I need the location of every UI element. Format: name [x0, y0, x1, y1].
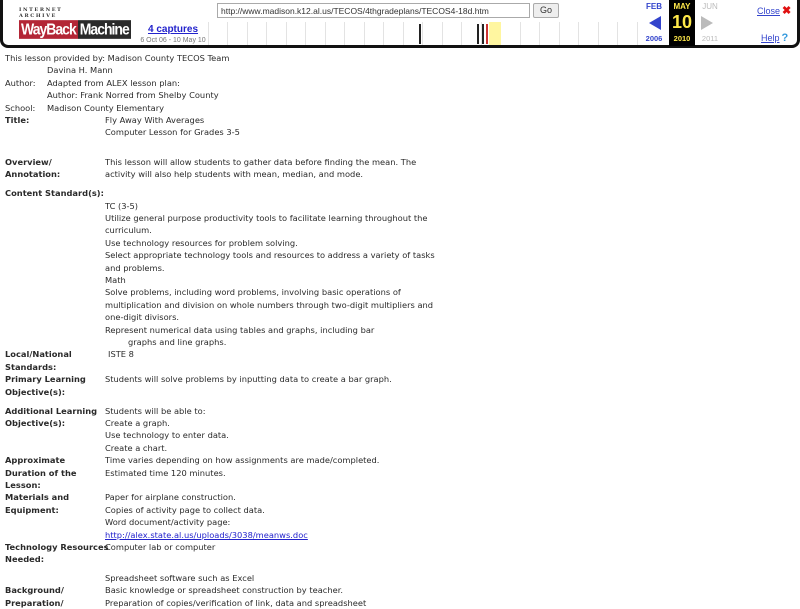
logo-way: WayBack [21, 20, 76, 38]
timeline-tick [266, 22, 267, 45]
wayback-logo[interactable] [19, 7, 129, 38]
additional-objective-line: Use technology to enter data. [105, 430, 229, 441]
captures-range: 6 Oct 06 - 10 May 10 [140, 37, 206, 44]
materials-line: Copies of activity page to collect data. [105, 504, 265, 515]
duration-label-3: Lesson: [5, 479, 41, 490]
next-capture [697, 0, 723, 46]
provided-by: This lesson provided by: Madison County TECOS Team [5, 53, 230, 63]
background-label: Background/ [5, 585, 64, 596]
additional-objective-line: Create a graph. [105, 417, 170, 428]
arrow-left-icon[interactable] [649, 16, 661, 30]
tech-resources-label: Technology Resources [5, 541, 109, 552]
content-line: and problems. [105, 262, 165, 273]
prev-capture[interactable] [641, 0, 667, 46]
prev-year[interactable]: 2006 [645, 34, 663, 43]
timeline-tick [344, 22, 345, 45]
materials-line: Paper for airplane construction. [105, 492, 236, 503]
url-input[interactable]: http://www.madison.k12.al.us/TECOS/4thgradeplans/TECOS4-18d.htm [217, 3, 530, 18]
content-line: curriculum. [105, 225, 152, 236]
capture-mark[interactable] [419, 24, 421, 44]
overview-label-2: Annotation: [5, 169, 61, 180]
current-day: 10 [671, 12, 693, 32]
arrow-right-icon [701, 16, 713, 30]
current-month: MAY [673, 2, 691, 11]
help-icon[interactable]: ? [781, 32, 789, 44]
local-standards-value: ISTE 8 [108, 349, 134, 360]
help-link[interactable]: Help [761, 33, 780, 43]
duration-label-2: Duration of the [5, 467, 77, 478]
duration-line: Estimated time 120 minutes. [105, 467, 226, 478]
content-line: Solve problems, including word problems, involving basic operations of [105, 287, 401, 298]
capture-timeline[interactable] [208, 22, 640, 45]
timeline-tick [286, 22, 287, 45]
school-value: Madison County Elementary [47, 102, 165, 113]
capture-mark[interactable] [482, 24, 484, 44]
timeline-tick [539, 22, 540, 45]
tech-resources-line: Computer lab or computer [105, 541, 216, 552]
timeline-selected-year [489, 22, 501, 45]
duration-label: Approximate [5, 455, 66, 466]
title-value: Fly Away With Averages [105, 115, 205, 125]
timeline-tick [383, 22, 384, 45]
primary-objective-label-2: Objective(s): [5, 386, 66, 397]
current-year: 2010 [673, 34, 691, 43]
content-line: TC (3-5) [105, 200, 139, 211]
title-value-2: Computer Lesson for Grades 3-5 [105, 127, 240, 138]
tech-resources-line: Spreadsheet software such as Excel [105, 573, 255, 583]
local-standards-label-2: Standards: [5, 361, 57, 372]
close-control[interactable] [757, 4, 791, 17]
content-line: multiplication and division on whole numbers through two-digit multipliers and [105, 299, 434, 310]
logo-wordmark [19, 20, 129, 38]
materials-link-line [105, 529, 308, 541]
next-month: JUN [702, 2, 718, 11]
local-standards-label: Local/National [5, 349, 72, 360]
materials-label-2: Equipment: [5, 504, 59, 515]
timeline-tick [442, 22, 443, 45]
content-line: Math [105, 275, 126, 285]
logo-machine: Machine [79, 20, 129, 38]
timeline-tick [578, 22, 579, 45]
additional-objective-label: Additional Learning [5, 405, 98, 416]
content-line: Represent numerical data using tables and graphs, including bar [105, 324, 375, 335]
close-icon[interactable]: ✖ [782, 5, 792, 17]
prev-month: FEB [646, 2, 662, 11]
timeline-tick [617, 22, 618, 45]
content-line: one-digit divisors. [105, 312, 180, 323]
captures-block [137, 24, 209, 44]
capture-mark[interactable] [477, 24, 479, 44]
overview-line: activity will also help students with mean, median, and mode. [105, 169, 364, 180]
date-navigator [641, 0, 746, 46]
next-year: 2011 [701, 34, 719, 43]
tech-resources-label-2: Needed: [5, 554, 45, 565]
timeline-tick [247, 22, 248, 45]
timeline-tick [227, 22, 228, 45]
preparation-label: Preparation/ [5, 597, 64, 608]
timeline-tick [403, 22, 404, 45]
overview-line: This lesson will allow students to gather data before finding the mean. The [105, 157, 417, 167]
provider-name: Davina H. Mann [47, 65, 113, 76]
primary-objective-value: Students will solve problems by inputting data to create a bar graph. [105, 374, 392, 385]
timeline-tick [364, 22, 365, 45]
author-value: Adapted from ALEX lesson plan: [47, 77, 180, 88]
wayback-toolbar [0, 0, 800, 48]
help-control[interactable] [761, 32, 788, 44]
captures-link[interactable]: 4 captures [147, 24, 199, 35]
school-label: School: [5, 102, 36, 113]
timeline-tick [598, 22, 599, 45]
content-line: Select appropriate technology tools and resources to address a variety of tasks [105, 250, 435, 261]
additional-objective-label-2: Objective(s): [5, 417, 66, 428]
author-label: Author: [5, 77, 36, 88]
timeline-tick [208, 22, 209, 45]
timeline-tick [461, 22, 462, 45]
additional-objective-line: Create a chart. [105, 442, 168, 453]
content-line: Utilize general purpose productivity tools to facilitate learning throughout the [105, 213, 428, 223]
materials-label: Materials and [5, 492, 70, 503]
duration-line: Time varies depending on how assignments are made/completed. [105, 455, 380, 466]
overview-label: Overview/ [5, 157, 52, 167]
current-capture [669, 0, 695, 46]
additional-objective-line: Students will be able to: [105, 405, 206, 416]
timeline-tick [559, 22, 560, 45]
content-standards-label: Content Standard(s): [5, 188, 104, 198]
capture-mark-current[interactable] [486, 24, 488, 44]
preparation-value: Preparation of copies/verification of link, data and spreadsheet [105, 597, 367, 608]
content-line: graphs and line graphs. [128, 337, 227, 347]
close-link[interactable]: Close [757, 6, 781, 16]
title-label: Title: [5, 115, 30, 125]
background-value: Basic knowledge or spreadsheet construction by teacher. [105, 585, 343, 596]
materials-line: Word document/activity page: [105, 517, 231, 528]
timeline-tick [637, 22, 638, 45]
timeline-tick [422, 22, 423, 45]
timeline-tick [325, 22, 326, 45]
logo-top-text: INTERNET ARCHIVE [19, 7, 63, 19]
timeline-tick [520, 22, 521, 45]
materials-doc-link[interactable]: http://alex.state.al.us/uploads/3038/meanws.doc [105, 529, 308, 540]
timeline-tick [305, 22, 306, 45]
go-button[interactable]: Go [533, 3, 559, 18]
content-line: Use technology resources for problem solving. [105, 237, 298, 248]
primary-objective-label: Primary Learning [5, 374, 86, 385]
author-value-2: Author: Frank Norred from Shelby County [47, 90, 219, 101]
